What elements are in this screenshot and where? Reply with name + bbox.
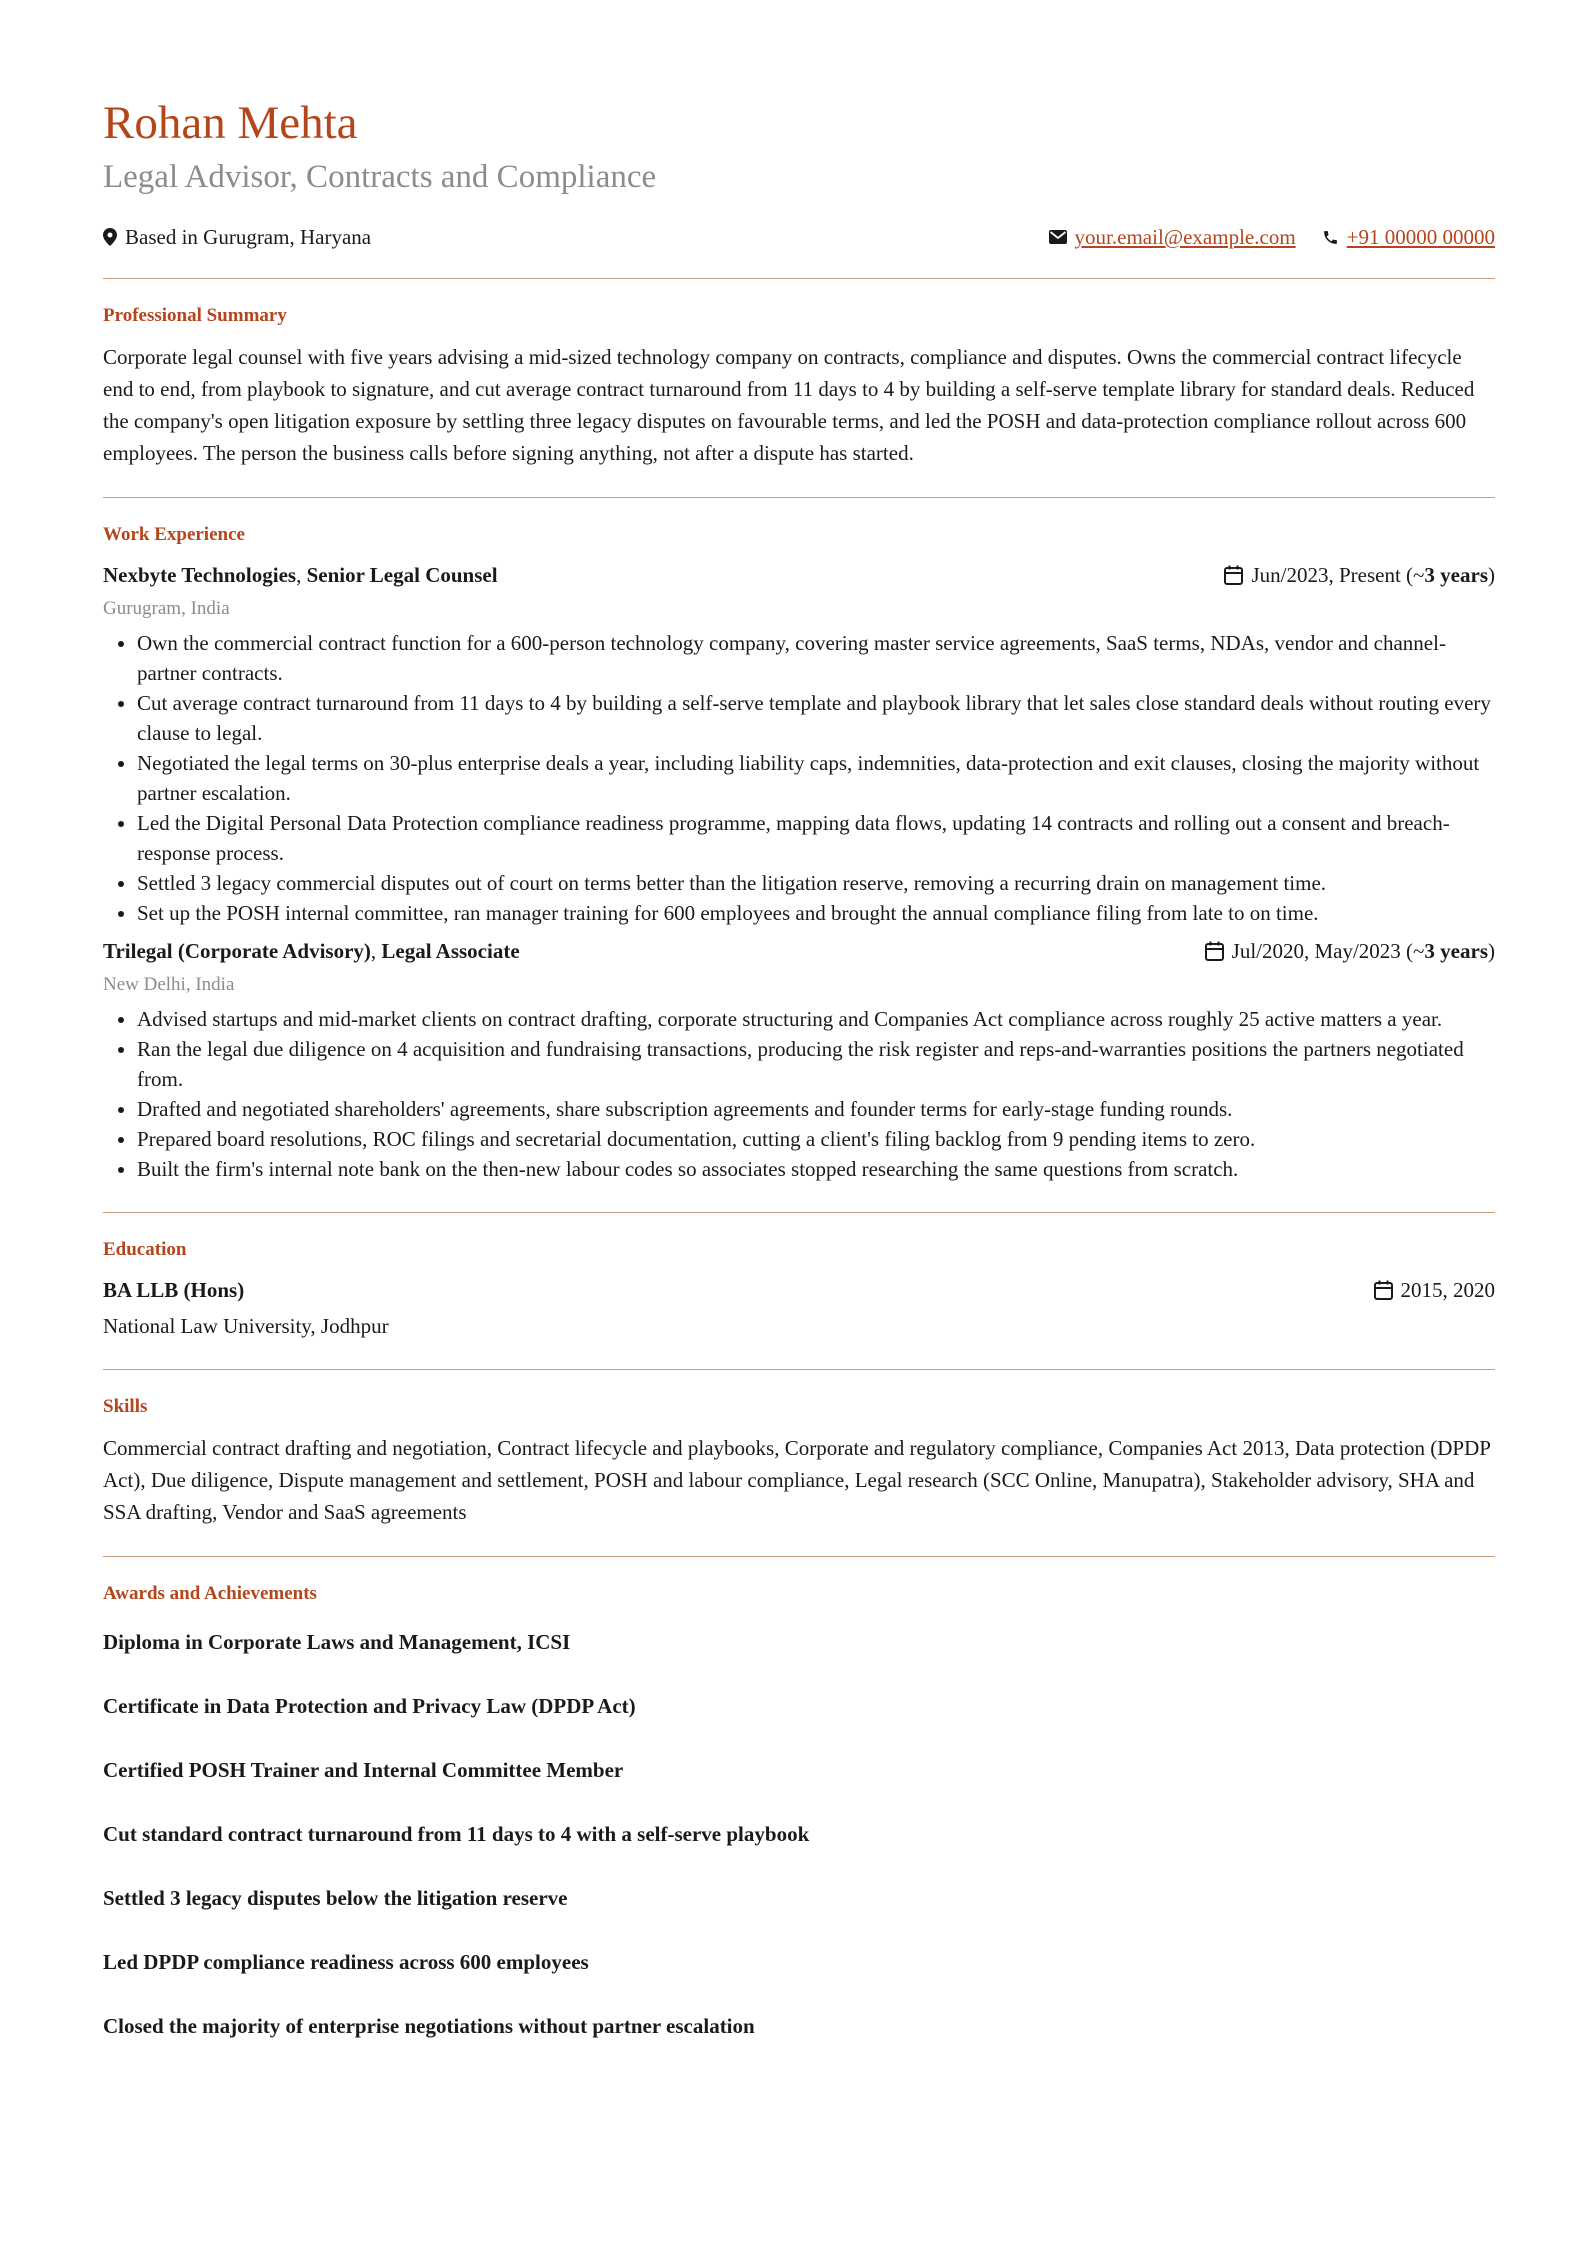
- job-bullets: [103, 628, 1495, 928]
- awards-list: [103, 1619, 1495, 2041]
- job-dates: [1205, 936, 1495, 966]
- job-location: New Delhi, India: [103, 973, 235, 995]
- location-text: Based in Gurugram, Haryana: [125, 224, 372, 249]
- resume-page: [103, 97, 1495, 2103]
- award-item: Closed the majority of enterprise negotiations without partner escalation: [103, 2013, 755, 2038]
- list-item: • Cut average contract turnaround from 11 days to 4 by building a self-serve template and playbook library that let sales close standard deals without routing every clause to legal.: [137, 688, 1495, 748]
- degree-name: BA LLB (Hons): [103, 1277, 245, 1302]
- section-heading: Work Experience: [103, 523, 245, 545]
- date-range: Jul/2020, May/2023 (~: [1231, 938, 1425, 963]
- email-block: [1049, 225, 1296, 250]
- job-header: [103, 936, 1495, 966]
- list-item: • Set up the POSH internal committee, ran manager training for 600 employees and brought the annual compliance filing from late to on time.: [137, 898, 1495, 928]
- job-dates: [1224, 560, 1495, 590]
- job-header: [103, 560, 1495, 590]
- section-heading: Skills: [103, 1395, 148, 1417]
- award-item: Settled 3 legacy disputes below the litigation reserve: [103, 1885, 568, 1910]
- job-title: Trilegal (Corporate Advisory), Legal Associate: [103, 938, 520, 963]
- location-block: [103, 225, 371, 250]
- summary-section: [103, 279, 1495, 497]
- job-role: Senior Legal Counsel: [306, 562, 498, 587]
- experience-section: [103, 498, 1495, 1212]
- list-item: • Advised startups and mid-market clients on contract drafting, corporate structuring and Companies Act compliance across roughly 25 active matters a year.: [137, 1004, 1495, 1034]
- calendar-icon: [1224, 565, 1243, 585]
- job-entry: [103, 936, 1495, 1184]
- phone-link[interactable]: +91 00000 00000: [1346, 224, 1495, 249]
- award-item: Certificate in Data Protection and Privacy Law (DPDP Act): [103, 1693, 636, 1718]
- education-section: [103, 1213, 1495, 1369]
- phone-icon: [1322, 229, 1339, 246]
- list-item: • Ran the legal due diligence on 4 acquisition and fundraising transactions, producing the risk register and reps-and-warranties positions the partners negotiated from.: [137, 1034, 1495, 1094]
- email-link[interactable]: your.email@example.com: [1074, 224, 1296, 249]
- list-item: • Negotiated the legal terms on 30-plus enterprise deals a year, including liability caps, indemnities, data-protection and exit clauses, closing the majority without partner escalation.: [137, 748, 1495, 808]
- list-item: • Prepared board resolutions, ROC filings and secretarial documentation, cutting a client's filing backlog from 9 pending items to zero.: [137, 1124, 1495, 1154]
- date-close: ): [1488, 562, 1495, 587]
- award-item: Led DPDP compliance readiness across 600 employees: [103, 1949, 589, 1974]
- award-item: Certified POSH Trainer and Internal Committee Member: [103, 1757, 624, 1782]
- school-name: National Law University, Jodhpur: [103, 1313, 389, 1338]
- contact-links: [1049, 225, 1495, 250]
- contact-row: [103, 225, 1495, 250]
- date-range: Jun/2023, Present (~: [1251, 562, 1425, 587]
- company-name: Nexbyte Technologies: [103, 562, 297, 587]
- candidate-name: Rohan Mehta: [103, 97, 358, 149]
- candidate-title: Legal Advisor, Contracts and Compliance: [103, 159, 657, 195]
- award-item: Diploma in Corporate Laws and Management, ICSI: [103, 1629, 571, 1654]
- list-item: • Drafted and negotiated shareholders' agreements, share subscription agreements and founder terms for early-stage funding rounds.: [137, 1094, 1495, 1124]
- education-header: [103, 1275, 1495, 1305]
- calendar-icon: [1205, 941, 1224, 961]
- company-name: Trilegal (Corporate Advisory): [103, 938, 371, 963]
- education-dates: [1374, 1275, 1496, 1305]
- date-range: 2015, 2020: [1400, 1277, 1495, 1302]
- section-heading: Education: [103, 1238, 187, 1260]
- skills-text: Commercial contract drafting and negotiation, Contract lifecycle and playbooks, Corporate and regulatory compliance, Companies Act 2013, Data protection (DPDP Act), Due diligence, Dispute management and settlement, POSH and labour compliance, Legal research (SCC Online, Manupatra), Stakeholder advisory, SHA and SSA drafting, Vendor and SaaS agreements: [103, 1435, 1491, 1524]
- map-pin-icon: [103, 228, 117, 246]
- job-title: Nexbyte Technologies, Senior Legal Counsel: [103, 562, 498, 587]
- summary-text: Corporate legal counsel with five years advising a mid-sized technology company on contracts, compliance and disputes. Owns the commercial contract lifecycle end to end, from playbook to signature, and cut average contract turnaround from 11 days to 4 by building a self-serve template library for standard deals. Reduced the company's open litigation exposure by settling three legacy disputes on favourable terms, and led the POSH and data-protection compliance rollout across 600 employees. The person the business calls before signing anything, not after a dispute has started.: [103, 344, 1475, 465]
- job-location: Gurugram, India: [103, 597, 230, 619]
- job-entry: [103, 560, 1495, 928]
- section-heading: Awards and Achievements: [103, 1582, 317, 1604]
- skills-section: [103, 1370, 1495, 1556]
- award-item: Cut standard contract turnaround from 11 days to 4 with a self-serve playbook: [103, 1821, 810, 1846]
- list-item: • Own the commercial contract function for a 600-person technology company, covering master service agreements, SaaS terms, NDAs, vendor and channel-partner contracts.: [137, 628, 1495, 688]
- calendar-icon: [1374, 1280, 1393, 1300]
- duration: 3 years: [1424, 562, 1488, 587]
- awards-section: [103, 1557, 1495, 2103]
- job-role: Legal Associate: [381, 938, 520, 963]
- phone-block: [1322, 225, 1495, 250]
- job-bullets: [103, 1004, 1495, 1184]
- date-close: ): [1488, 938, 1495, 963]
- section-heading: Professional Summary: [103, 304, 287, 326]
- list-item: • Settled 3 legacy commercial disputes out of court on terms better than the litigation reserve, removing a recurring drain on management time.: [137, 868, 1495, 898]
- duration: 3 years: [1424, 938, 1488, 963]
- list-item: • Built the firm's internal note bank on the then-new labour codes so associates stopped researching the same questions from scratch.: [137, 1154, 1495, 1184]
- list-item: • Led the Digital Personal Data Protection compliance readiness programme, mapping data flows, updating 14 contracts and rolling out a consent and breach-response process.: [137, 808, 1495, 868]
- envelope-icon: [1049, 230, 1067, 244]
